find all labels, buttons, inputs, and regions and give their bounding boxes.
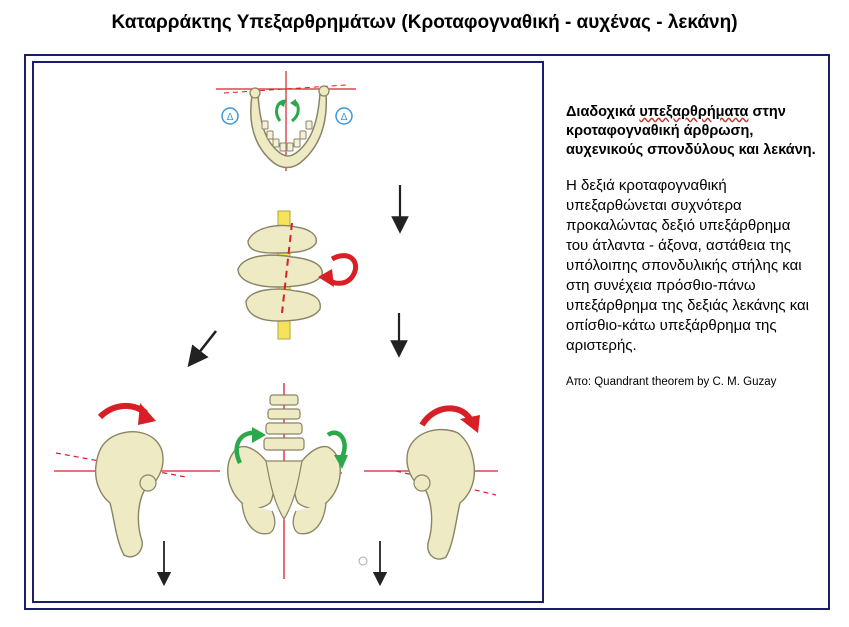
- hip-left-rotation-arrowhead: [138, 403, 156, 425]
- lead-rest: στην κροταφογναθική άρθρωση, αυχενικούς σπονδύλους και λεκάνη.: [566, 104, 816, 158]
- hip-right-rotation-arrowhead: [460, 415, 480, 433]
- hip-right-bone: [407, 430, 474, 559]
- subluxation-cascade-illustration: [34, 63, 542, 601]
- body-paragraph: Η δεξιά κροταφογναθική υπεξαρθώνεται συχνότερα προκαλώντας δεξιό υπεξάρθρημα του άτλαντα - άξονα, αστάθεια της υπόλοιπης σπονδυλικής στήλης και στη συνέχεια πρόσθιο-πάνω υπεξάρθρημα της δεξιάς λεκάνης και οπίσθιο-κάτω υπεξάρθρημα της αριστερής.: [566, 177, 810, 354]
- description-panel: [566, 103, 816, 390]
- vertebra-axis: [238, 255, 322, 287]
- jaw-rotation-arrowhead-right: [290, 99, 296, 107]
- hip-lateral-right-illustration: [364, 408, 498, 559]
- hip-right-rotation-arrow: [422, 408, 470, 425]
- jaw-illustration: [216, 71, 356, 171]
- hip-left-bone: [96, 432, 163, 557]
- lead-prefix: Διαδοχικά: [566, 104, 640, 120]
- condyle-right: [319, 86, 329, 96]
- badge-right-label: Δ: [340, 112, 348, 123]
- lead-paragraph: [566, 103, 816, 160]
- hip-lateral-left-illustration: [54, 403, 220, 557]
- iliac-wing-left: [295, 447, 341, 508]
- cervical-spine-illustration: [238, 211, 356, 339]
- badge-left-label: Δ: [226, 112, 234, 123]
- lead-underlined-term: υπεξαρθρήματα: [639, 104, 749, 120]
- hip-right-femoral-head: [414, 475, 430, 491]
- vertebra-c3: [246, 289, 320, 321]
- pelvis-front-illustration: [228, 383, 348, 579]
- page-title: Καταρράκτης Υπεξαρθρημάτων (Κροταφογναθική - αυχένας - λεκάνη): [111, 12, 738, 33]
- source-citation: Απο: Quandrant theorem by C. M. Guzay: [566, 376, 777, 388]
- vertebra-atlas: [248, 226, 316, 253]
- hip-left-femoral-head: [140, 475, 156, 491]
- iliac-wing-right: [228, 447, 274, 508]
- small-circle-mark: [359, 557, 367, 565]
- mandible-bone: [251, 93, 326, 168]
- diagonal-arrow: [194, 331, 216, 359]
- lumbar-vertebrae: [264, 395, 304, 450]
- condyle-left: [250, 88, 260, 98]
